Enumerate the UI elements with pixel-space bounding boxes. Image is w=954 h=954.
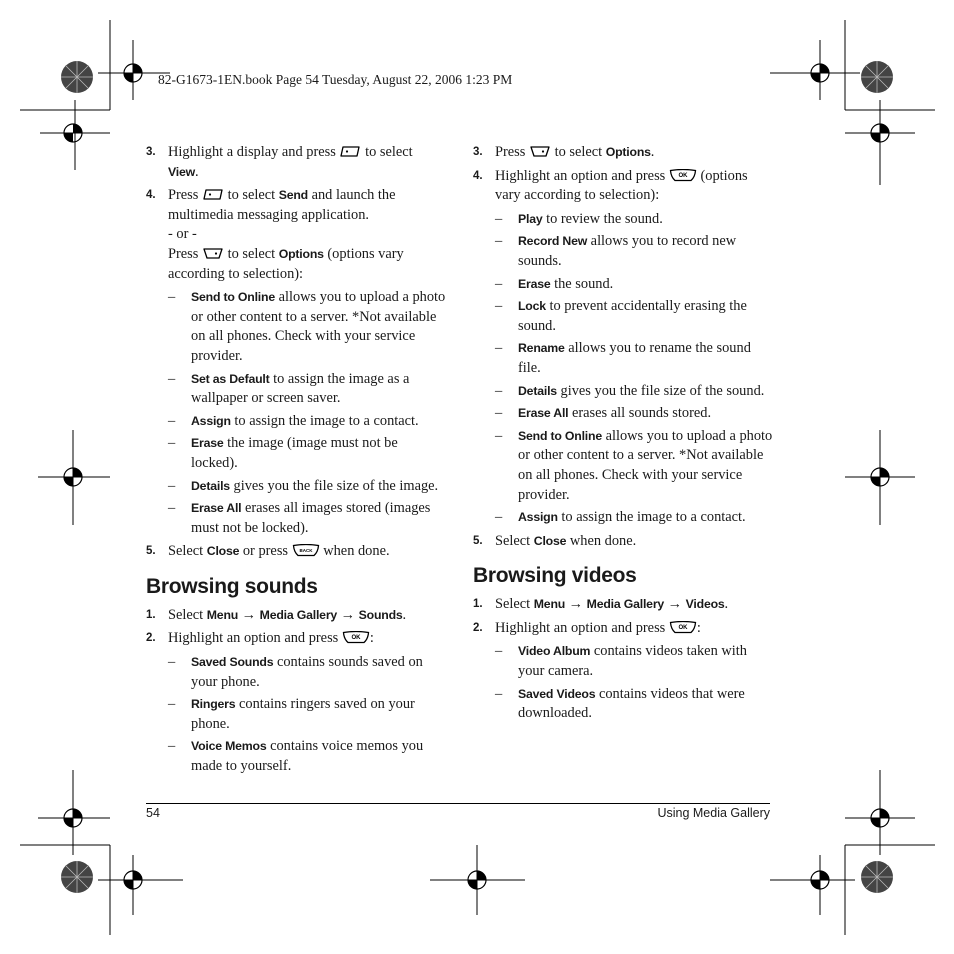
option-item: – Assign to assign the image to a contact. (146, 412, 446, 432)
menu-term: Erase All (518, 406, 569, 421)
svg-text:OK: OK (678, 625, 688, 632)
option-item: – Rename allows you to rename the sound file. (495, 340, 751, 376)
menu-term: Send to Online (191, 290, 275, 305)
step-number: 4. (473, 169, 483, 182)
option-item: – Lock to prevent accidentally erasing the sound. (495, 298, 747, 334)
bullet-dash: – (495, 643, 503, 660)
instruction-step (146, 606, 446, 626)
right-steps-bottom (473, 595, 773, 724)
bullet-dash: – (495, 685, 503, 702)
menu-term: Lock (518, 299, 546, 314)
menu-term: Erase All (191, 501, 242, 516)
menu-term: Sounds (358, 607, 403, 622)
option-item: – Saved Videos contains videos that were downloaded. (495, 685, 745, 722)
option-item: – Assign to assign the image to a contact. (473, 508, 773, 528)
step-number: 1. (146, 608, 156, 621)
step-number: 3. (473, 146, 483, 158)
option-list (473, 210, 773, 528)
menu-term: Voice Memos (191, 739, 267, 754)
svg-text:OK: OK (678, 172, 688, 179)
menu-term: Close (206, 544, 240, 559)
step-text: Select Close when done. (495, 532, 637, 549)
menu-term: Options (278, 246, 324, 261)
step-text: Press to select Options. (495, 144, 655, 160)
right-steps-top (473, 143, 773, 551)
step-text: Select Close or press BACK when done. (168, 543, 390, 560)
bullet-dash: – (168, 370, 176, 387)
step-text: Press to select Send and launch the multimedia messaging application. - or - Press to select Options (options vary according to selection): (168, 187, 404, 282)
step-text: Highlight an option and press OK (options vary according to selection): (495, 167, 748, 204)
menu-term: Videos (685, 597, 725, 612)
step-text: Highlight an option and press OK : (168, 630, 374, 647)
option-item: – Saved Sounds contains sounds saved on your phone. (168, 654, 423, 690)
step-number: 3. (146, 146, 156, 158)
menu-term: Media Gallery (259, 607, 338, 622)
menu-term: Saved Sounds (191, 655, 274, 670)
menu-term: Send (278, 188, 308, 203)
book-header: 82-G1673-1EN.book Page 54 Tuesday, August 22, 2006 1:23 PM (158, 72, 513, 87)
instruction-step (146, 542, 446, 562)
menu-term: Send to Online (518, 428, 602, 443)
step-number: 2. (146, 632, 156, 645)
bullet-dash: – (495, 210, 503, 227)
bullet-dash: – (495, 275, 503, 292)
option-list (146, 653, 446, 777)
menu-term: Rename (518, 341, 565, 356)
menu-term: View (168, 164, 196, 179)
option-item: – Send to Online allows you to upload a photo or other content to a server. *Not available on all phones. Check with your service provider. (495, 427, 773, 503)
soft-left-softkey-icon (339, 144, 361, 158)
chapter-title: Using Media Gallery (657, 806, 770, 820)
soft-right-softkey-icon (202, 246, 224, 260)
section-title-browsing-sounds: Browsing sounds (146, 574, 318, 598)
step-number: 5. (473, 534, 483, 547)
menu-term: Record New (518, 234, 588, 249)
svg-text:BACK: BACK (299, 548, 313, 554)
bullet-dash: – (495, 233, 503, 250)
option-item: – Details gives you the file size of the image. (146, 477, 446, 497)
instruction-step (473, 595, 773, 615)
page-number: 54 (146, 806, 160, 820)
instruction-step (473, 167, 773, 206)
menu-term: Menu (533, 597, 566, 612)
soft-right-softkey-icon (529, 144, 551, 158)
bullet-dash: – (168, 477, 176, 494)
svg-text:OK: OK (351, 635, 361, 642)
option-item: – Record New allows you to record new sounds. (495, 233, 737, 269)
option-list (146, 288, 446, 538)
step-number: 2. (473, 621, 483, 634)
bullet-dash: – (168, 696, 176, 713)
bullet-dash: – (495, 509, 503, 526)
menu-term: Menu (206, 607, 239, 622)
step-text: Select Menu → Media Gallery → Videos. (495, 596, 729, 613)
menu-term: Media Gallery (586, 597, 665, 612)
ok-key-icon (669, 169, 697, 182)
left-steps-bottom (146, 606, 446, 777)
step-number: 5. (146, 545, 156, 558)
bullet-dash: – (168, 412, 176, 429)
menu-term: Erase (518, 276, 551, 291)
menu-term: Ringers (191, 697, 236, 712)
option-item: – Erase the sound. (473, 275, 773, 295)
menu-term: Assign (518, 510, 558, 525)
bullet-dash: – (168, 500, 176, 517)
step-text: Highlight an option and press OK : (495, 619, 701, 636)
step-number: 1. (473, 598, 483, 611)
option-item: – Video Album contains videos taken with your camera. (495, 643, 747, 680)
left-column (146, 143, 446, 781)
bullet-dash: – (495, 382, 503, 399)
menu-term: Details (518, 383, 557, 398)
instruction-step (473, 619, 773, 639)
option-item: – Erase the image (image must not be locked). (168, 435, 398, 471)
right-column (473, 143, 773, 728)
bullet-dash: – (168, 738, 176, 755)
option-item: – Voice Memos contains voice memos you made to yourself. (168, 738, 424, 775)
menu-term: Erase (191, 436, 224, 451)
ok-key-icon (342, 631, 370, 644)
footer-rule (146, 803, 770, 804)
step-text: Highlight a display and press to select View. (168, 144, 413, 180)
bullet-dash: – (495, 405, 503, 422)
left-steps-top (146, 143, 446, 562)
menu-term: Video Album (518, 644, 591, 659)
option-item: – Erase All erases all images stored (images must not be locked). (168, 500, 431, 536)
bullet-dash: – (168, 435, 176, 452)
bullet-dash: – (168, 289, 176, 306)
instruction-step (146, 629, 446, 649)
instruction-step (473, 143, 773, 163)
option-item: – Play to review the sound. (473, 210, 773, 230)
menu-term: Close (533, 533, 567, 548)
bullet-dash: – (495, 427, 503, 444)
instruction-step (473, 532, 773, 552)
step-number: 4. (146, 189, 156, 202)
option-list (473, 642, 773, 723)
section-title-browsing-videos: Browsing videos (473, 564, 637, 588)
menu-term: Play (518, 211, 543, 226)
option-item: – Ringers contains ringers saved on your phone. (168, 696, 415, 732)
bullet-dash: – (495, 298, 503, 315)
menu-term: Saved Videos (518, 686, 596, 701)
instruction-step (146, 143, 446, 182)
back-key-icon (292, 544, 320, 557)
ok-key-icon (669, 621, 697, 634)
option-item: – Set as Default to assign the image as a wallpaper or screen saver. (168, 370, 410, 407)
step-text: Select Menu → Media Gallery → Sounds. (168, 606, 407, 623)
option-item: – Details gives you the file size of the sound. (473, 382, 773, 402)
option-item: – Erase All erases all sounds stored. (473, 404, 773, 424)
menu-term: Assign (191, 413, 231, 428)
bullet-dash: – (168, 654, 176, 671)
menu-term: Options (605, 145, 651, 159)
instruction-step (146, 186, 446, 284)
menu-term: Details (191, 478, 230, 493)
option-item: – Send to Online allows you to upload a photo or other content to a server. *Not available on all phones. Check with your service provider. (168, 289, 446, 364)
menu-term: Set as Default (191, 371, 270, 386)
bullet-dash: – (495, 340, 503, 357)
soft-left-softkey-icon (202, 187, 224, 201)
